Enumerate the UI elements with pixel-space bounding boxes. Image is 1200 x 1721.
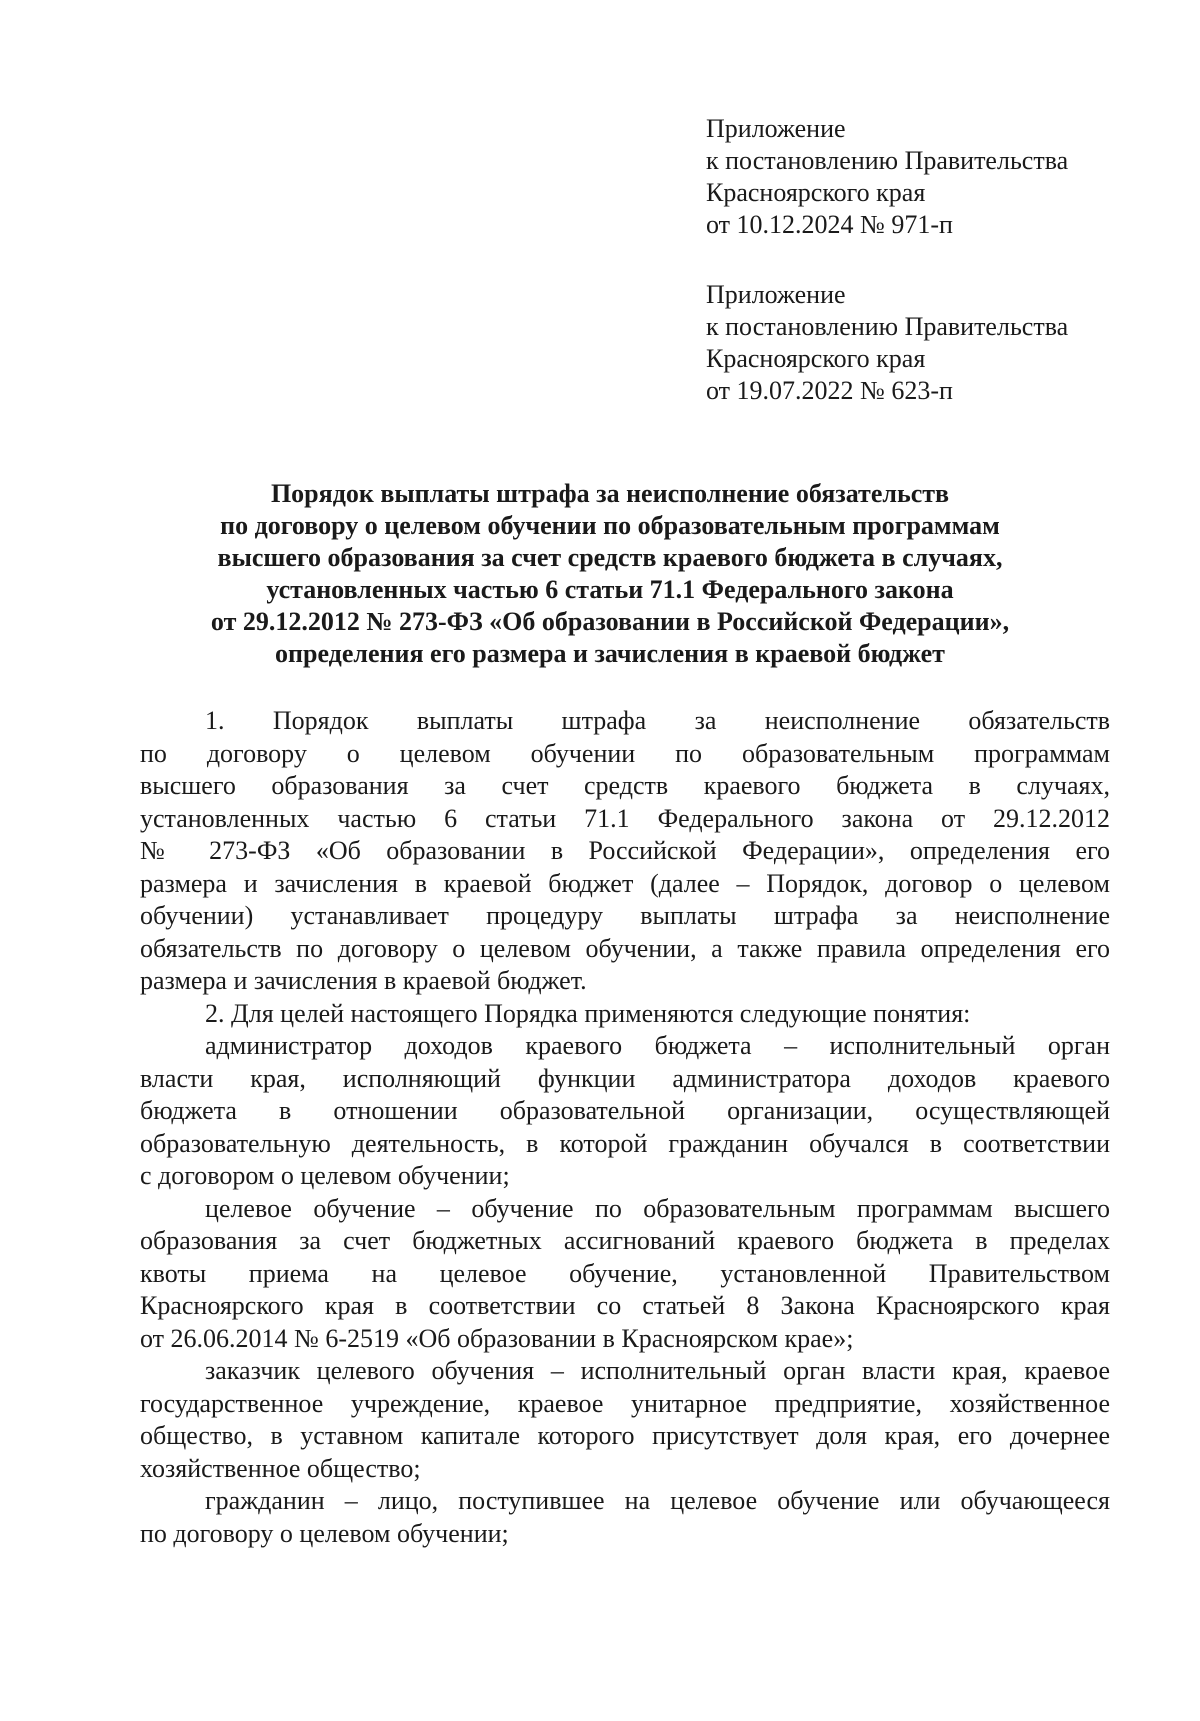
body-line: от 26.06.2014 № 6-2519 «Об образовании в Красноярском крае»; bbox=[140, 1323, 854, 1353]
title-line: Порядок выплаты штрафа за неисполнение обязательств bbox=[270, 479, 950, 508]
body-line: власти края, исполняющий функции администратора доходов краевого bbox=[140, 1063, 1110, 1093]
body-line: по договору о целевом обучении по образовательным программам bbox=[140, 738, 1110, 768]
body-line: гражданин – лицо, поступившее на целевое обучение или обучающееся bbox=[205, 1486, 1110, 1515]
appendix-to-resolution: к постановлению Правительства bbox=[706, 146, 1069, 175]
body-line: 1. Порядок выплаты штрафа за неисполнение обязательств bbox=[205, 706, 1110, 735]
title-line: определения его размера и зачисления в краевой бюджет bbox=[275, 639, 945, 668]
body-line: государственное учреждение, краевое унитарное предприятие, хозяйственное bbox=[140, 1388, 1110, 1418]
body-line: образования за счет бюджетных ассигнований краевого бюджета в пределах bbox=[140, 1226, 1110, 1255]
body-line: по договору о целевом обучении; bbox=[140, 1518, 509, 1548]
appendix-header-original bbox=[706, 279, 1068, 407]
document-title bbox=[140, 478, 1080, 670]
body-line: обучении) устанавливает процедуру выплаты штрафа за неисполнение bbox=[140, 901, 1110, 930]
body-line: обязательств по договору о целевом обучении, а также правила определения его bbox=[140, 933, 1110, 963]
body-line: № 273-ФЗ «Об образовании в Российской Федерации», определения его bbox=[140, 836, 1110, 865]
body-line: общество, в уставном капитале которого присутствует доля края, его дочернее bbox=[140, 1421, 1110, 1450]
appendix-label: Приложение bbox=[706, 280, 846, 309]
body-line: размера и зачисления в краевой бюджет (далее – Порядок, договор о целевом bbox=[140, 868, 1110, 898]
body-line: администратор доходов краевого бюджета – исполнительный орган bbox=[205, 1031, 1110, 1060]
body-line: хозяйственное общество; bbox=[140, 1453, 421, 1483]
body-line: высшего образования за счет средств краевого бюджета в случаях, bbox=[140, 771, 1110, 800]
body-line: с договором о целевом обучении; bbox=[140, 1161, 510, 1190]
body-line: квоты приема на целевое обучение, установленной Правительством bbox=[140, 1258, 1110, 1288]
appendix-date-number: от 19.07.2022 № 623-п bbox=[706, 376, 953, 405]
appendix-date-number: от 10.12.2024 № 971-п bbox=[706, 210, 953, 239]
document-body bbox=[140, 705, 1110, 1550]
appendix-label: Приложение bbox=[706, 114, 846, 143]
title-line: от 29.12.2012 № 273-ФЗ «Об образовании в Российской Федерации», bbox=[210, 607, 1010, 636]
title-line: установленных частью 6 статьи 71.1 Федерального закона bbox=[266, 575, 954, 604]
body-line: Красноярского края в соответствии со статьей 8 Закона Красноярского края bbox=[140, 1291, 1110, 1320]
body-line: размера и зачисления в краевой бюджет. bbox=[140, 966, 587, 995]
appendix-header-current bbox=[706, 113, 1068, 241]
appendix-to-resolution: к постановлению Правительства bbox=[706, 312, 1069, 341]
body-line: установленных частью 6 статьи 71.1 Федерального закона от 29.12.2012 bbox=[140, 803, 1110, 833]
body-line: бюджета в отношении образовательной организации, осуществляющей bbox=[140, 1096, 1110, 1125]
appendix-region: Красноярского края bbox=[706, 344, 926, 373]
body-line: образовательную деятельность, в которой гражданин обучался в соответствии bbox=[140, 1128, 1110, 1158]
title-line: по договору о целевом обучении по образовательным программам bbox=[220, 511, 1000, 540]
body-line: 2. Для целей настоящего Порядка применяются следующие понятия: bbox=[205, 998, 971, 1028]
title-line: высшего образования за счет средств краевого бюджета в случаях, bbox=[217, 543, 1003, 572]
appendix-region: Красноярского края bbox=[706, 178, 926, 207]
body-line: целевое обучение – обучение по образовательным программам высшего bbox=[205, 1193, 1110, 1223]
body-line: заказчик целевого обучения – исполнительный орган власти края, краевое bbox=[205, 1356, 1110, 1385]
